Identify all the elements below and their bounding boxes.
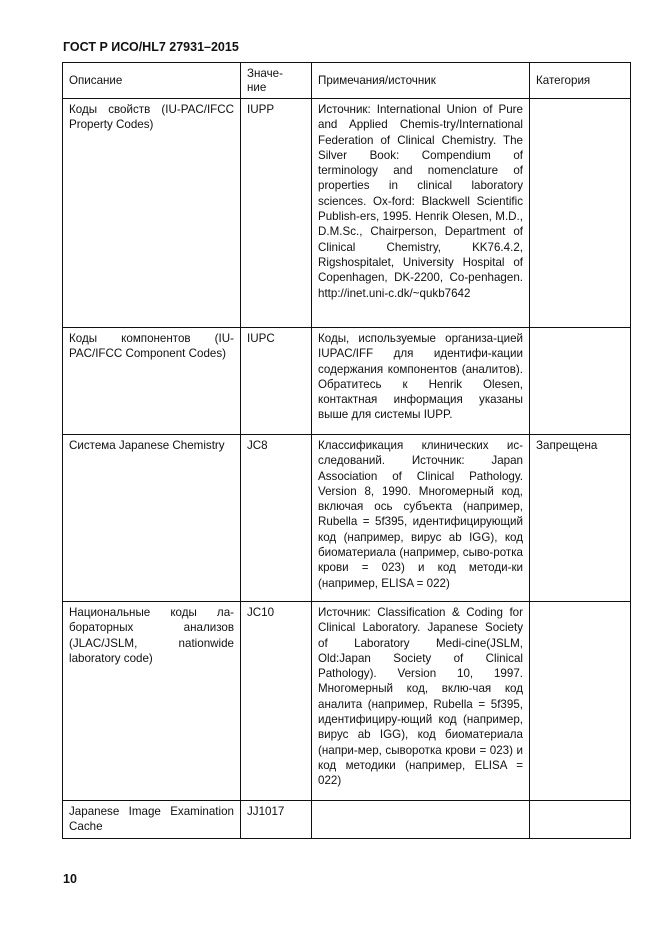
page-number: 10 [63,872,77,886]
row-value: JC10 [241,602,312,801]
column-header-value [241,63,312,99]
table-row [63,602,631,801]
column-header-note: Примечания/источник [312,63,530,99]
row-value: JJ1017 [241,801,312,839]
row-note: Классификация клинических ис-следований. Источник: Japan Association of Clinical Pathology. Version 8, 1990. Многомерный код, включая ось субъекта (например, Rubella = 5f395, идентифицирующий код (например, вирус ab IGG), код биоматериала (например, сыво-ротка крови = 023) и код методи-ки (например, ELISA = 022) [312,435,530,602]
document-header: ГОСТ Р ИСО/HL7 27931–2015 [63,40,239,54]
table-row [63,99,631,328]
column-header-value-text: Значе-ние [247,67,283,94]
row-category [530,602,631,801]
row-description: Коды свойств (IU-PAC/IFCC Property Codes) [63,99,241,328]
column-header-category: Категория [530,63,631,99]
column-header-description: Описание [63,63,241,99]
row-description: Japanese Image Examination Cache [63,801,241,839]
row-category [530,328,631,435]
row-description: Национальные коды ла-бораторных анализов (JLAC/JSLM, nationwide laboratory code) [63,602,241,801]
row-category: Запрещена [530,435,631,602]
row-category [530,99,631,328]
row-description: Система Japanese Chemistry [63,435,241,602]
code-systems-table [62,62,631,839]
table-row [63,801,631,839]
row-value: IUPP [241,99,312,328]
row-description: Коды компонентов (IU-PAC/IFCC Component Codes) [63,328,241,435]
table-header-row [63,63,631,99]
row-category [530,801,631,839]
row-value: JC8 [241,435,312,602]
table-row [63,435,631,602]
row-note [312,801,530,839]
row-value: IUPC [241,328,312,435]
table-row [63,328,631,435]
row-note: Источник: International Union of Pure and Applied Chemis-try/International Federation of Clinical Chemistry. The Silver Book: Compendium of terminology and nomenclature of properties in clinical laboratory sciences. Ox-ford: Blackwell Scientific Publish-ers, 1995. Henrik Olesen, M.D., D.M.Sc., Chairperson, Department of Clinical Chemistry, KK76.4.2, Rigshospitalet, University Hospital of Copenhagen, DK-2200, Co-penhagen. http://inet.uni-c.dk/~qukb7642 [312,99,530,328]
row-note: Коды, используемые организа-цией IUPAC/IFF для идентифи-кации содержания компонентов (аналитов). Обратитесь к Henrik Olesen, контактная информация указаны выше для системы IUPP. [312,328,530,435]
row-note: Источник: Classification & Coding for Clinical Laboratory. Japanese Society of Laboratory Medi-cine(JSLM, Old:Japan Society of Clinical Pathology). Version 10, 1997. Многомерный код, вклю-чая код аналита (например, Rubella = 5f395, идентифициру-ющий код (например, вирус ab IGG), код биоматериала (напри-мер, сыворотка крови = 023) и код методики (например, ELISA = 022) [312,602,530,801]
